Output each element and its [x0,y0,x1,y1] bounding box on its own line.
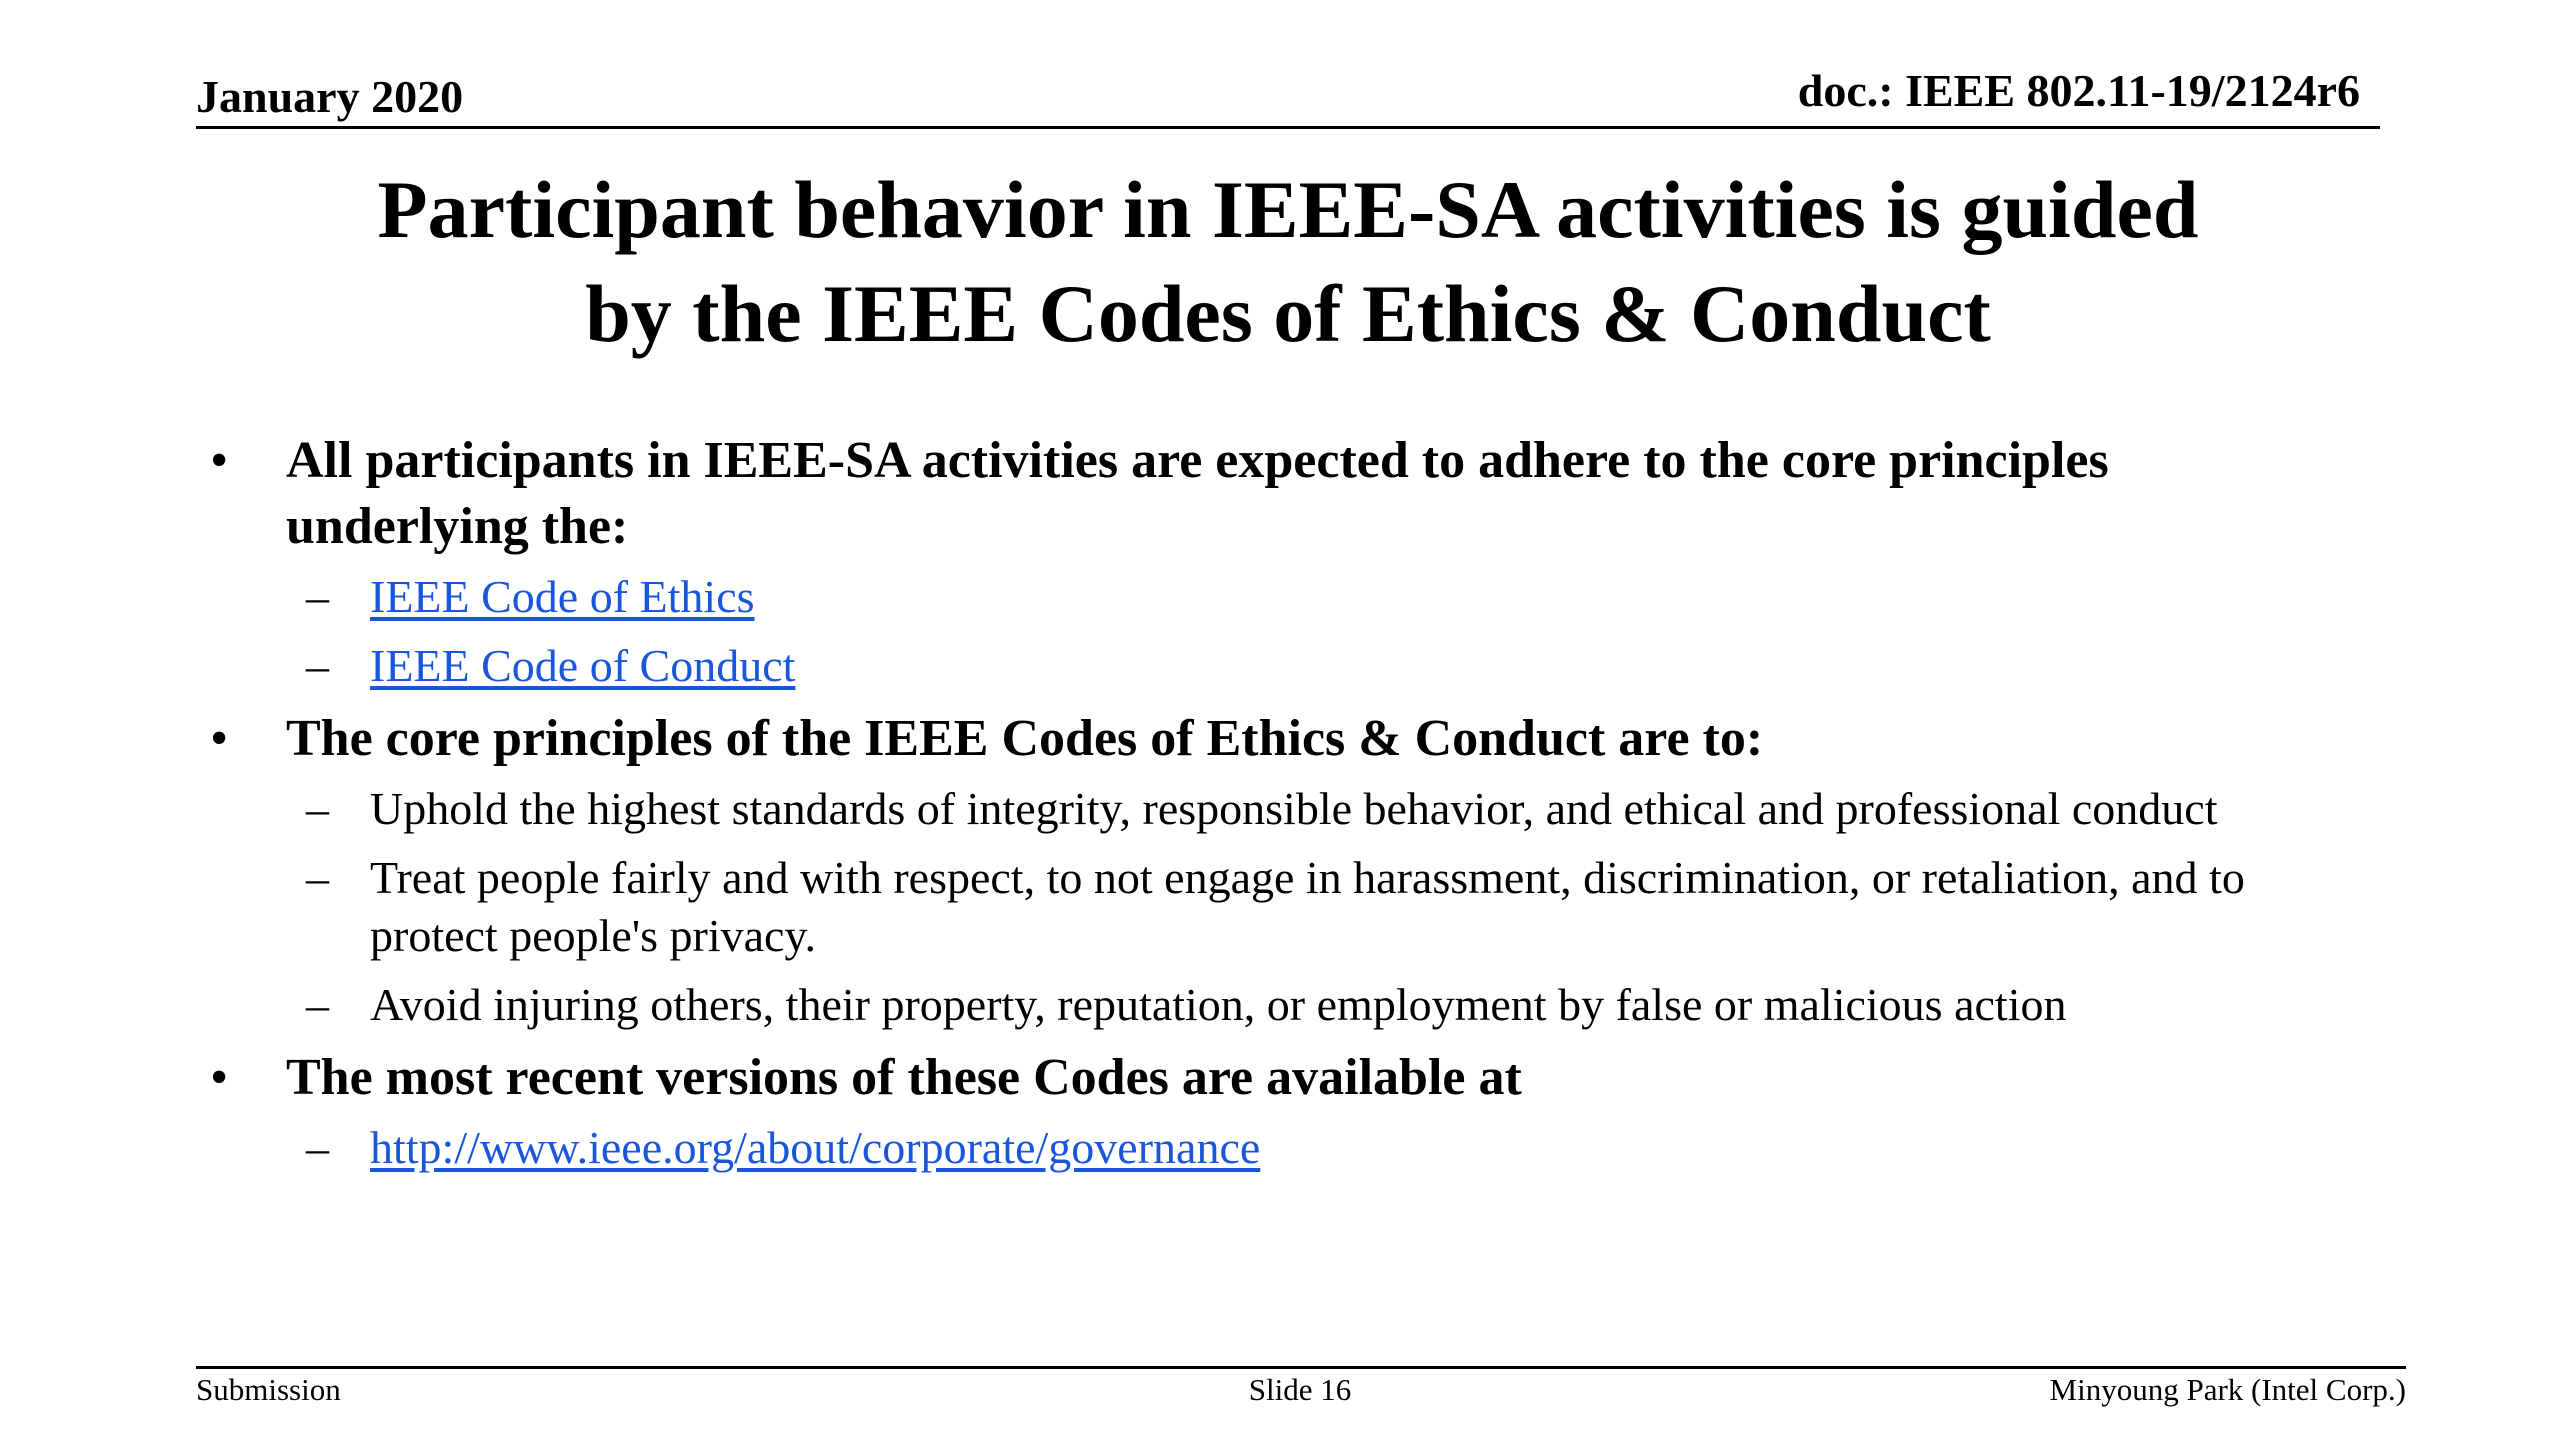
footer-submission: Submission [196,1372,341,1407]
dash-icon: – [306,979,329,1030]
sub-item-text: Avoid injuring others, their property, reputation, or employment by false or malicious action [370,979,2067,1030]
dash-icon: – [306,852,329,903]
dash-icon: – [306,640,329,691]
bullet-2-text: The core principles of the IEEE Codes of Ethics & Conduct are to: [286,710,1764,767]
header-date: January 2020 [196,71,464,122]
bullet-2 [196,706,2396,772]
header-doc-id: doc.: IEEE 802.11-19/2124r6 [1797,65,2360,116]
bullet-3-text: The most recent versions of these Codes are available at [286,1049,1522,1106]
bullet-1 [196,428,2396,560]
sub-item-avoid-injuring [196,976,2396,1034]
dash-icon: – [306,783,329,834]
slide-title-line-1: Participant behavior in IEEE-SA activities is guided [377,164,2199,255]
dash-icon: – [306,1122,329,1173]
sub-item-code-of-ethics [196,568,2396,626]
sub-item-uphold-standards [196,780,2396,838]
code-of-conduct-link[interactable]: IEEE Code of Conduct [370,640,796,691]
bullet-1-line-1: All participants in IEEE-SA activities are expected to adhere to the core principles [286,432,2109,489]
header-divider [196,126,2380,129]
bullet-dot-icon: • [210,432,229,489]
bullet-dot-icon: • [210,710,229,767]
sub-item-code-of-conduct [196,637,2396,695]
slide-body [196,428,2396,1188]
code-of-ethics-link[interactable]: IEEE Code of Ethics [370,571,755,622]
footer-slide-number: Slide 16 [1248,1372,1352,1407]
sub-item-text-line-1: Treat people fairly and with respect, to not engage in harassment, discrimination, or retaliation, and to [370,852,2245,903]
footer-author: Minyoung Park (Intel Corp.) [2049,1372,2406,1407]
sub-item-text-line-2: protect people's privacy. [370,910,816,961]
dash-icon: – [306,571,329,622]
bullet-3 [196,1045,2396,1111]
footer-divider [196,1366,2406,1369]
governance-link[interactable]: http://www.ieee.org/about/corporate/governance [370,1122,1261,1173]
bullet-dot-icon: • [210,1049,229,1106]
sub-item-governance-url [196,1119,2396,1177]
slide-title-line-2: by the IEEE Codes of Ethics & Conduct [585,268,1991,359]
bullet-1-line-2: underlying the: [286,498,629,555]
slide-title [196,158,2380,366]
sub-item-text: Uphold the highest standards of integrity, responsible behavior, and ethical and professional conduct [370,783,2218,834]
sub-item-treat-fairly [196,849,2396,965]
